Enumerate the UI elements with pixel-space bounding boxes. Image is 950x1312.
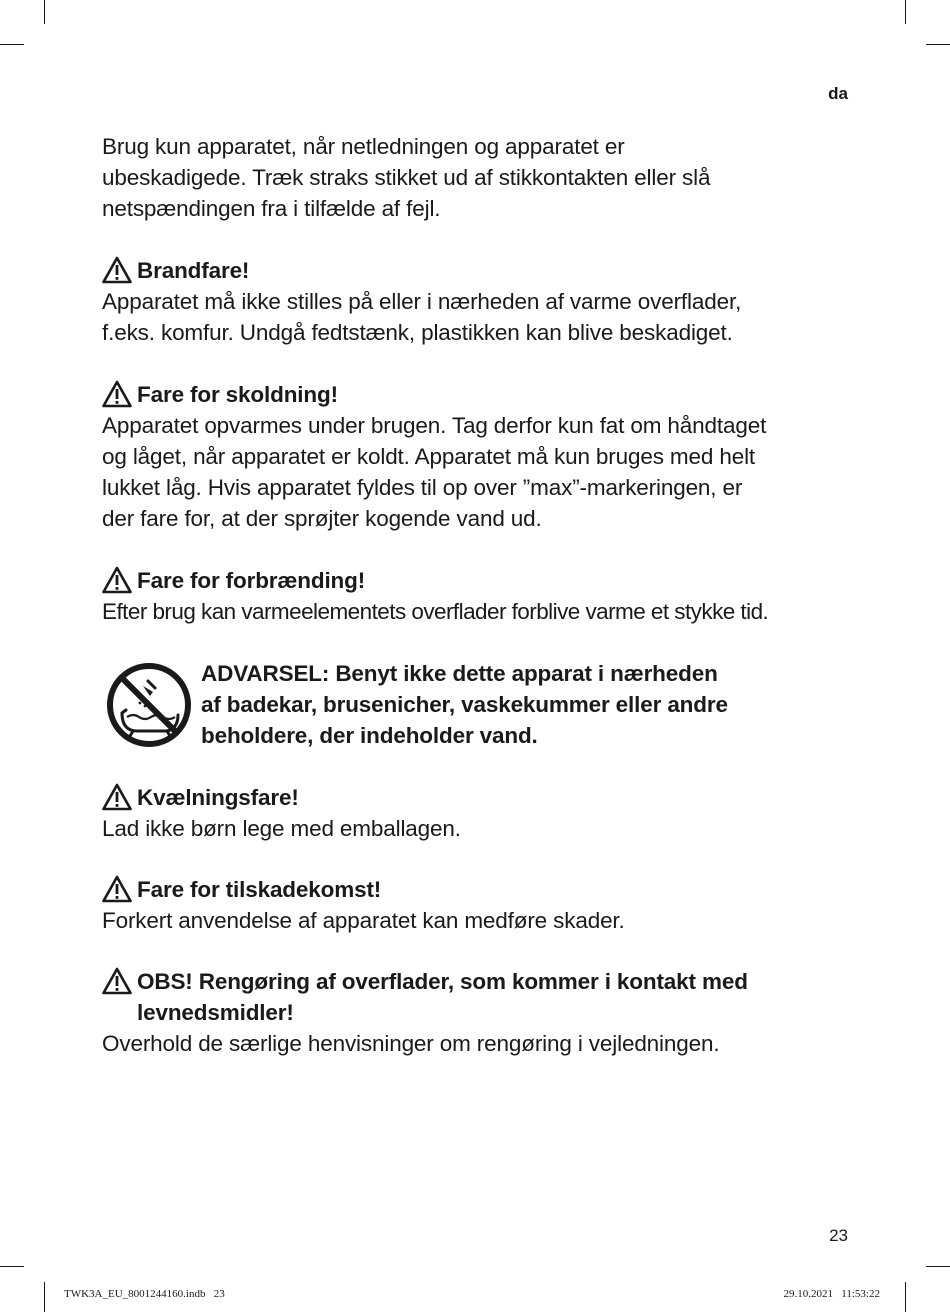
crop-mark (44, 1282, 45, 1312)
crop-mark (926, 1266, 950, 1267)
section-title: Kvælningsfare! (137, 785, 299, 810)
section-scald (102, 379, 862, 534)
section-title (137, 966, 862, 1028)
text-line: ubeskadigede. Træk straks stikket ud af stikkontakten eller slå (102, 165, 711, 190)
section-heading (102, 874, 862, 905)
section-heading (102, 255, 862, 286)
warning-triangle-icon (102, 256, 132, 284)
title-line: OBS! Rengøring af overflader, som kommer i kontakt med (137, 969, 748, 994)
section-burn (102, 565, 862, 627)
warning-triangle-icon (102, 380, 132, 408)
text-line: netspændingen fra i tilfælde af fejl. (102, 196, 441, 221)
text-line: f.eks. komfur. Undgå fedtstænk, plastikken kan blive beskadiget. (102, 320, 733, 345)
warning-triangle-icon (102, 967, 132, 995)
text-line: der fare for, at der sprøjter kogende vand ud. (102, 506, 542, 531)
text-line: Lad ikke børn lege med emballagen. (102, 816, 461, 841)
page-number: 23 (829, 1226, 848, 1245)
text-line: Apparatet opvarmes under brugen. Tag derfor kun fat om håndtaget (102, 413, 767, 438)
title-line: levnedsmidler! (137, 1000, 294, 1025)
intro-paragraph (102, 131, 862, 224)
section-title: Fare for forbrænding! (137, 568, 366, 593)
footer-timestamp: 29.10.2021 11:53:22 (783, 1288, 880, 1300)
section-title: Fare for skoldning! (137, 382, 338, 407)
safety-instructions (102, 131, 862, 1059)
warning-triangle-icon (102, 566, 132, 594)
warning-triangle-icon (102, 875, 132, 903)
crop-mark (0, 44, 24, 45)
language-code: da (828, 84, 848, 103)
section-heading (102, 379, 862, 410)
no-bath-icon (105, 661, 193, 749)
section-fire (102, 255, 862, 348)
warning-triangle-icon (102, 783, 132, 811)
section-title: Brandfare! (137, 258, 250, 283)
section-food-contact (102, 966, 862, 1059)
text-line: af badekar, brusenicher, vaskekummer eller andre (201, 692, 728, 717)
text-line: lukket låg. Hvis apparatet fyldes til op over ”max”-markeringen, er (102, 475, 743, 500)
text-line: beholdere, der indeholder vand. (201, 723, 538, 748)
section-heading (102, 565, 862, 596)
text-line: ADVARSEL: Benyt ikke dette apparat i nærheden (201, 661, 718, 686)
footer-file-info: TWK3A_EU_8001244160.indb 23 (64, 1288, 225, 1300)
section-bath-warning (102, 658, 862, 751)
text-line: Overhold de særlige henvisninger om rengøring i vejledningen. (102, 1031, 720, 1056)
crop-mark (926, 44, 950, 45)
section-suffocation (102, 782, 862, 844)
crop-mark (905, 0, 906, 24)
warning-text (201, 658, 801, 751)
section-title: Fare for tilskadekomst! (137, 877, 382, 902)
crop-mark (905, 1282, 906, 1312)
section-injury (102, 874, 862, 936)
section-heading (102, 782, 862, 813)
text-line: og låget, når apparatet er koldt. Apparatet må kun bruges med helt (102, 444, 756, 469)
crop-mark (44, 0, 45, 24)
text-line: Forkert anvendelse af apparatet kan medføre skader. (102, 908, 625, 933)
section-heading (102, 966, 862, 1028)
text-line: Apparatet må ikke stilles på eller i nærheden af varme overflader, (102, 289, 742, 314)
text-line: Brug kun apparatet, når netledningen og apparatet er (102, 134, 625, 159)
crop-mark (0, 1266, 24, 1267)
text-line: Efter brug kan varmeelementets overflader forblive varme et stykke tid. (102, 599, 769, 624)
